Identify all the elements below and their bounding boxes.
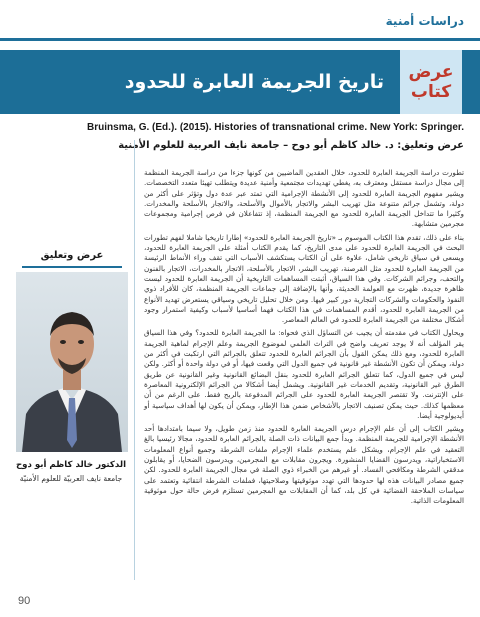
author-name: الدكتور خالد كاظم أبو دوح [15, 460, 127, 470]
body-paragraph: ويشير الكتاب إلى أن علم الإجرام درس الجريمة العابرة للحدود منذ زمن طويل، ولا سيما بامتدادها أحد الأنشطة الإجرامية للجريمة المنظمة. وبدأ جمع البيانات ذات الصلة بالجرائم العابرة للحدود، مجالا رئيسيا بالغ التعقيد في علم الإجرام، ويشكل علم يستخدم علماء الإجرام ملفات الشرطة وجميع أنواع المعلومات الاستخباراتية، ويدرسون القضايا المنشورة. ويجرون مقابلات مع المجرمين، ويدرسون الضحايا، أو يقابلون مدققي الشرطة ومكافحي الفساد. أو غيرهم من الخبراء ذوي الصلة في مجال الجريمة العابرة للحدود. لكن جميع مصادر البيانات هذه لها حدودها التي تهدد موثوقيتها وصلاحيتها، فملفات الشرطة انتقائية وتعتمد على سياسات الملاحقة القضائية في كل بلد، كما أن المقابلات مع المجرمين تستلزم فرض حالة حول موثوقية المعلومات الذاتية. [144, 424, 464, 506]
sidebar-divider [22, 266, 122, 268]
bibliographic-citation: Bruinsma, G. (Ed.). (2015). Histories of transnational crime. New York: Springer. [87, 122, 464, 133]
body-paragraph: بناء على ذلك، تقدم هذا الكتاب الموسوم بـ «تاريخ الجريمة العابرة للحدود» إطارا تاريخيا شاملا لفهم تطورات البحث في الجريمة العابرة للحدود على مدى التاريخ، كما يقدم الكتاب أمثلة على الجريمة العابرة للحدود، ويسعى في سياق تاريخي شامل، علاوة على أن الكتاب يستكشف الأسباب التي تقف وراء الأنماط الرئيسة من الجريمة العابرة للحدود مثل القرصنة، تهريب البشر، الاتجار بالأسلحة، الاتجار بالمخدرات، الاتجار بالفنون والتحف، وجرائم الشركات. وفي هذا السياق، أثبتت المساهمات التاريخية أن الجريمة العابرة للحدود ليست ظاهرة جديدة، ظهرت مع العولمة الحديثة، وأنها بالإضافة إلى جماعات الجريمة المنظمة، كان للأفراد ذوي النفوذ والحكومات والشركات التجارية دور كبير فيها. ومن خلال تحليل تاريخي وسياقي يستعرض تهديد الأنواع من الجريمة العابرة للحدود، أقدم المساهمات في هذا الكتاب فهما أساسيا لأسباب وكيفية استمرار وجود أشكال مختلفة من الجريمة العابرة للحدود في العالم المعاصر. [144, 232, 464, 325]
section-divider [0, 38, 480, 41]
reviewer-credit: عرض وتعليق: د. خالد كاظم أبو دوح – جامعة نايف العربية للعلوم الأمنية [118, 140, 464, 151]
book-review-badge [400, 50, 462, 114]
sidebar-title: عرض وتعليق [40, 250, 104, 261]
body-paragraph: تطورت دراسة الجريمة العابرة للحدود، خلال العقدين الماضيين من كونها جزءا من دراسة الجريمة المنظمة إلى مجال دراسة مستقل ومعترف به، يغطي تهديدات مجتمعية وأمنية عديدة ويتطلب تهيئا متعدد التخصصات. ويشير مفهوم الجريمة العابرة للحدود إلى الأنشطة الإجرامية التي تمتد عبر عدة دول وتؤثر على أكثر من دولة، وتشمل جرائم متنوعة مثل تهريب البشر والاتجار بالأموال والأسلحة، والاتجار بالأسلحة والمخدرات. وكثيرا ما تتداخل الجريمة العابرة للحدود مع الجريمة المنظمة، إذ تتفاعلان في فرص إجرامية ومجموعات مجرمين متشابهة. [144, 168, 464, 229]
page-number: 90 [18, 595, 31, 607]
author-photo [16, 272, 128, 452]
badge-line-2: كتاب [410, 82, 452, 102]
column-divider [134, 140, 135, 580]
author-affiliation: جامعة نايف العربيّة للعلوم الأمنيّة [19, 474, 123, 483]
body-paragraph: ويحاول الكتاب في مقدمته أن يجيب عن التساؤل الذي فحواه: ما الجريمة العابرة للحدود؟ وفي هذا السياق يقر المؤلف أنه لا يوجد تعريف واضح في التراث العلمي لموضوع الجريمة وعلم الإجرام لماهية الجريمة العابرة للحدود، ومع ذلك يمكن القول بأن الجرائم العابرة للحدود تتعلق بالجرائم التي ارتكبت في أكثر من دولة، ويمكن أن تكون الأنشطة غير قانونية في جميع الدول التي وقعت فيها، أو في دولة واحدة أو أكثر. ولكن ليس في جميع الدول، كما تتعلق الجرائم العابرة للحدود بنقل البضائع القانونية وغير القانونية عن طريق الطرق غير القانونية، وتقديم الخدمات غير القانونية. ويشمل أيضا أشكالا من الجرائم الإلكترونية المعاصرة على الإنترنت. ولا تقتصر الجريمة العابرة للحدود على الجرائم المدفوعة بالربح فقط. على الرغم من أن معظمها كذلك. حيث يمكن تصنيف الاتجار بالأشخاص ضمن هذا الإطار، ويمكن أن يكون لها أهداف سياسية أو أيديولوجية أيضا. [144, 328, 464, 420]
badge-line-1: عرض [408, 62, 454, 82]
section-label: دراسات أمنية [385, 14, 464, 28]
author-portrait-illustration [16, 272, 128, 452]
article-body [144, 168, 464, 510]
article-title: تاريخ الجريمة العابرة للحدود [124, 71, 384, 93]
